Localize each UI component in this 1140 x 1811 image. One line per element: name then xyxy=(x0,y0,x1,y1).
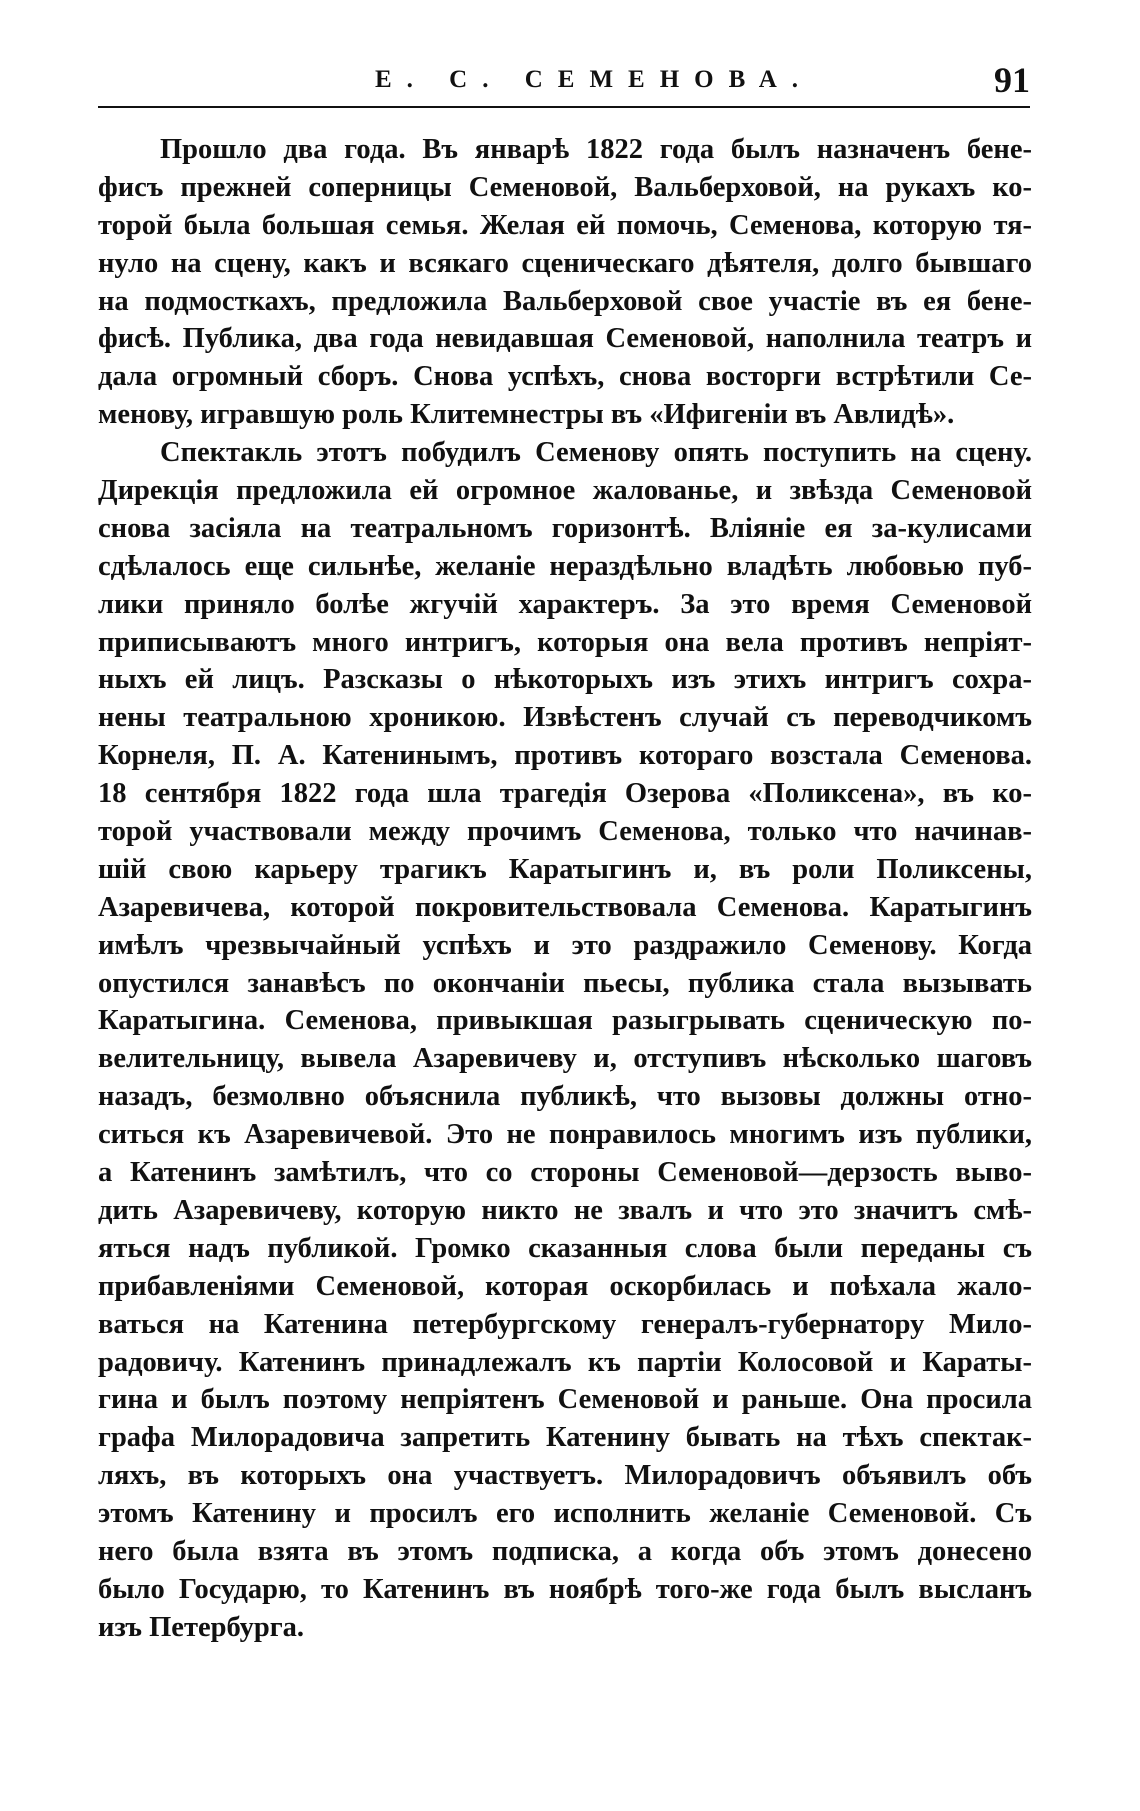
body-text xyxy=(98,131,1032,1647)
text-line: Дирекція предложила ей огромное жалованье, и звѣзда Семеновой xyxy=(98,475,1032,507)
text-line: назадъ, безмолвно объяснила публикѣ, что вызовы должны отно- xyxy=(98,1081,1032,1113)
text-line: гина и былъ поэтому непріятенъ Семеновой и раньше. Она просила xyxy=(98,1384,1032,1416)
text-line: этомъ Катенину и просилъ его исполнить желаніе Семеновой. Съ xyxy=(98,1498,1032,1530)
text-line: велительницу, вывела Азаревичеву и, отступивъ нѣсколько шаговъ xyxy=(98,1043,1032,1075)
text-line: лики приняло болѣе жгучій характеръ. За это время Семеновой xyxy=(98,588,1032,620)
text-line: дить Азаревичеву, которую никто не звалъ и что это значитъ смѣ- xyxy=(98,1194,1032,1226)
text-line: шій свою карьеру трагикъ Каратыгинъ и, въ роли Поликсены, xyxy=(98,853,1032,885)
text-line: опустился занавѣсъ по окончаніи пьесы, публика стала вызывать xyxy=(98,967,1032,999)
text-line: нены театральною хроникою. Извѣстенъ случай съ переводчикомъ xyxy=(98,702,1032,734)
text-line: прибавленіями Семеновой, которая оскорбилась и поѣхала жало- xyxy=(98,1270,1032,1302)
text-line: ваться на Катенина петербургскому генералъ-губернатору Мило- xyxy=(98,1308,1032,1340)
text-line: изъ Петербурга. xyxy=(98,1611,305,1643)
text-line: него была взята въ этомъ подписка, а когда объ этомъ донесено xyxy=(98,1535,1032,1567)
header-rule xyxy=(98,106,1030,108)
text-line: 18 сентября 1822 года шла трагедія Озерова «Поликсена», въ ко- xyxy=(98,778,1032,810)
text-line: яться надъ публикой. Громко сказанныя слова были переданы съ xyxy=(98,1232,1032,1264)
text-line: Каратыгина. Семенова, привыкшая разыгрывать сценическую по- xyxy=(98,1005,1032,1037)
text-line: ляхъ, въ которыхъ она участвуетъ. Милорадовичъ объявилъ объ xyxy=(98,1460,1032,1492)
text-line: ныхъ ей лицъ. Разсказы о нѣкоторыхъ изъ этихъ интригъ сохра- xyxy=(98,664,1032,696)
text-line: а Катенинъ замѣтилъ, что со стороны Семеновой—дерзость выво- xyxy=(98,1157,1032,1189)
text-line: сдѣлалось еще сильнѣе, желаніе нераздѣльно владѣть любовью пуб- xyxy=(98,550,1032,582)
text-line: нуло на сцену, какъ и всякаго сценическаго дѣятеля, долго бывшаго xyxy=(98,247,1032,279)
text-line: торой была большая семья. Желая ей помочь, Семенова, которую тя- xyxy=(98,209,1032,241)
text-line: снова засіяла на театральномъ горизонтѣ. Вліяніе ея за-кулисами xyxy=(98,512,1032,544)
text-line: графа Милорадовича запретить Катенину бывать на тѣхъ спектак- xyxy=(98,1422,1032,1454)
text-line: менову, игравшую роль Клитемнестры въ «Ифигеніи въ Авлидѣ». xyxy=(98,399,955,431)
text-line: Прошло два года. Въ январѣ 1822 года былъ назначенъ бене- xyxy=(160,134,1032,165)
text-line: имѣлъ чрезвычайный успѣхъ и это раздражило Семенову. Когда xyxy=(98,929,1032,961)
text-line: Спектакль этотъ побудилъ Семенову опять поступить на сцену. xyxy=(160,437,1032,469)
text-line: фисѣ. Публика, два года невидавшая Семеновой, наполнила театръ и xyxy=(98,323,1032,355)
text-line: торой участвовали между прочимъ Семенова, только что начинав- xyxy=(98,816,1032,848)
text-line: Корнеля, П. А. Катенинымъ, противъ котораго возстала Семенова. xyxy=(98,740,1032,772)
text-line: радовичу. Катенинъ принадлежалъ къ партіи Колосовой и Караты- xyxy=(98,1346,1032,1378)
text-line: фисъ прежней соперницы Семеновой, Вальберховой, на рукахъ ко- xyxy=(98,171,1032,203)
text-line: на подмосткахъ, предложила Вальберховой свое участіе въ ея бене- xyxy=(98,285,1032,317)
text-line: было Государю, то Катенинъ въ ноябрѣ того-же года былъ высланъ xyxy=(98,1573,1032,1605)
running-title: Е. С. СЕМЕНОВА. xyxy=(374,66,814,93)
text-line: ситься къ Азаревичевой. Это не понравилось многимъ изъ публики, xyxy=(98,1119,1032,1151)
text-line: приписываютъ много интригъ, которыя она вела противъ непріят- xyxy=(98,626,1032,658)
page-number: 91 xyxy=(994,60,1030,100)
text-line: Азаревичева, которой покровительствовала Семенова. Каратыгинъ xyxy=(98,891,1032,923)
running-head xyxy=(98,60,1030,100)
text-line: дала огромный сборъ. Снова успѣхъ, снова восторги встрѣтили Се- xyxy=(98,361,1032,393)
